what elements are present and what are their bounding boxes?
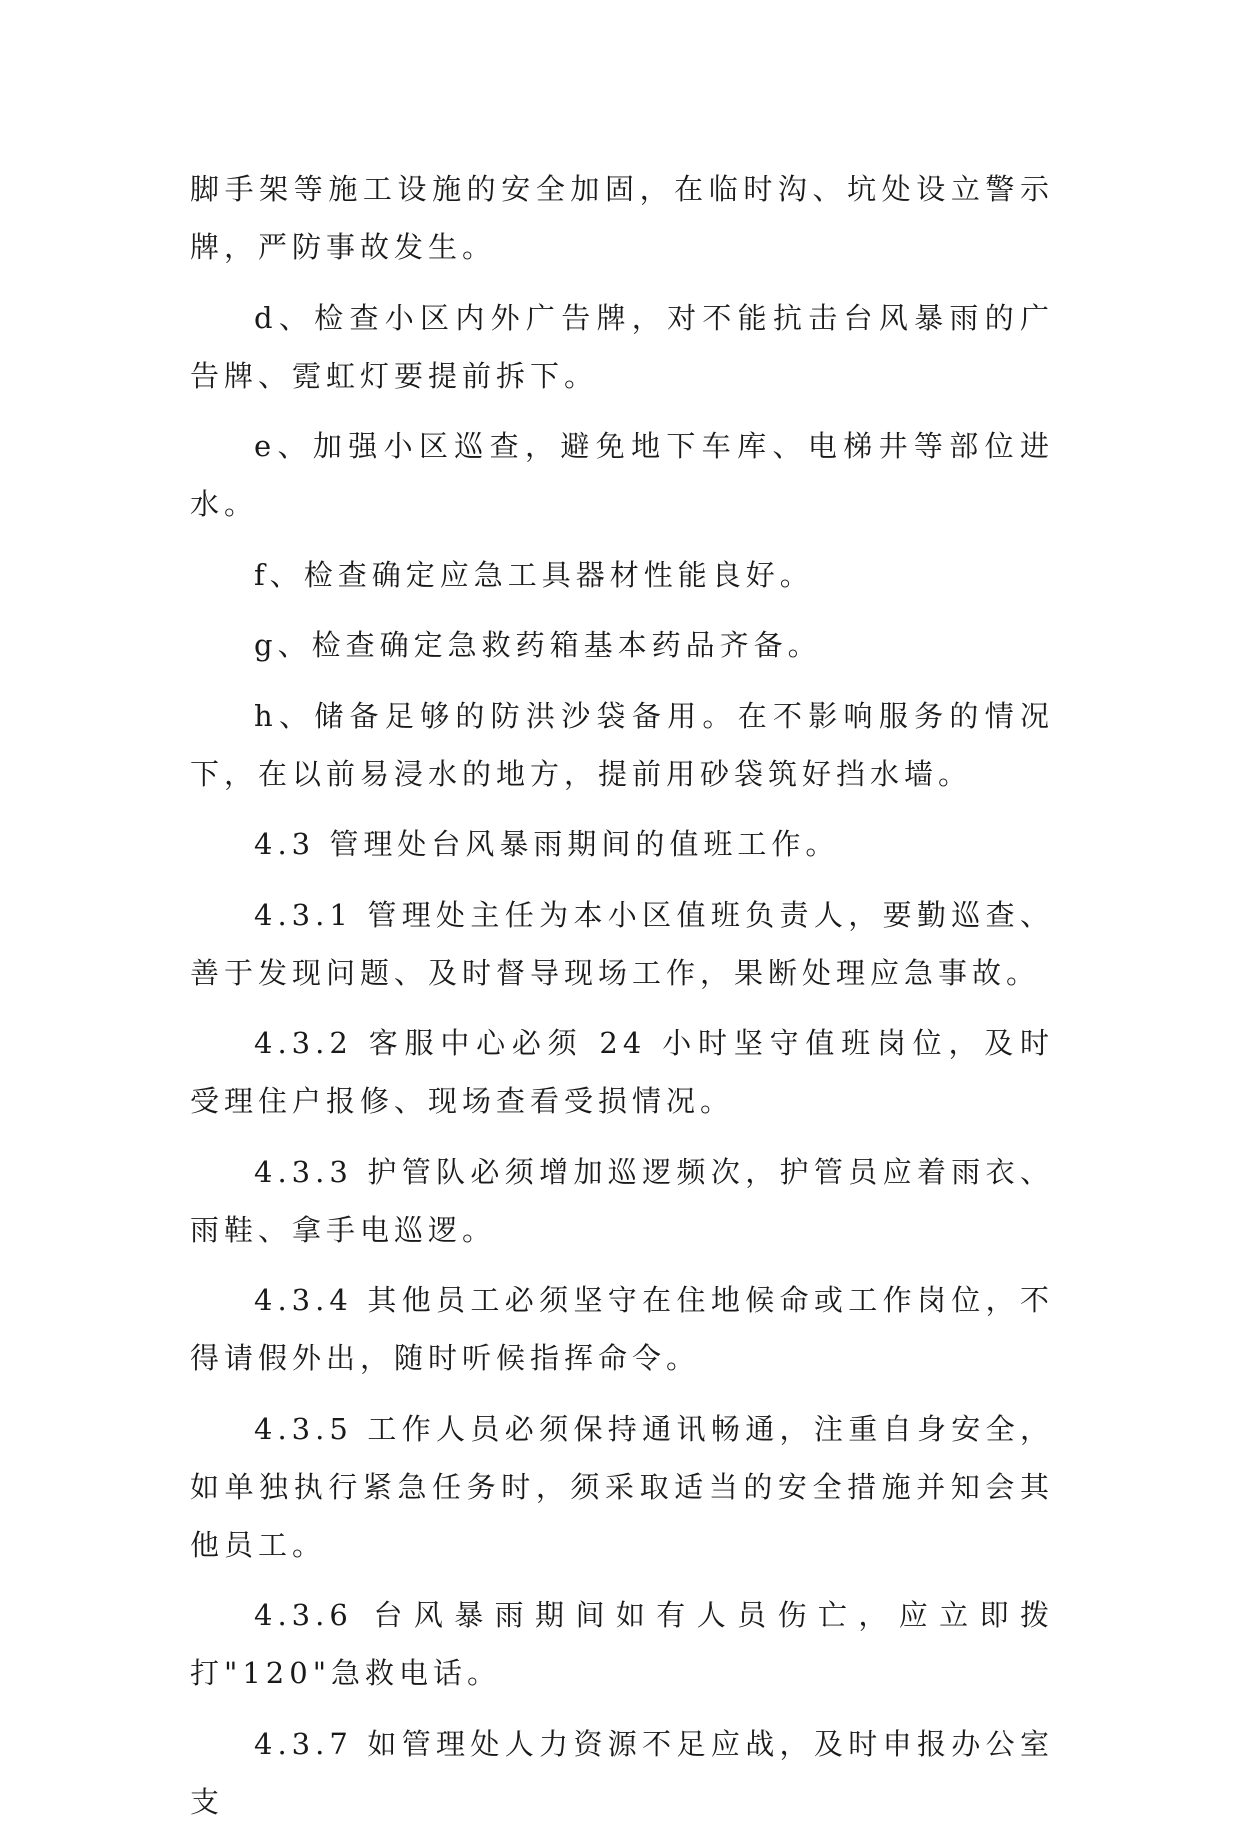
paragraph-4-3-1: 4.3.1 管理处主任为本小区值班负责人，要勤巡查、善于发现问题、及时督导现场工作，果断处理应急事故。 (190, 897, 1054, 990)
paragraph-item-e: e、加强小区巡查，避免地下车库、电梯井等部位进水。 (190, 429, 1054, 521)
paragraph-item-g: g、检查确定急救药箱基本药品齐备。 (254, 628, 822, 662)
paragraph-scaffold-safety: 脚手架等施工设施的安全加固，在临时沟、坑处设立警示牌，严防事故发生。 (190, 172, 1054, 264)
document-page (190, 160, 1054, 1843)
paragraph-4-3-4: 4.3.4 其他员工必须坚守在住地候命或工作岗位，不得请假外出，随时听候指挥命令。 (190, 1283, 1054, 1375)
paragraph-4-3-6: 4.3.6 台风暴雨期间如有人员伤亡，应立即拨打"120"急救电话。 (190, 1598, 1054, 1690)
paragraph-4-3-7: 4.3.7 如管理处人力资源不足应战，及时申报办公室支 (190, 1726, 1054, 1819)
paragraph-4-3-5: 4.3.5 工作人员必须保持通讯畅通，注重自身安全，如单独执行紧急任务时，须采取适当的安全措施并知会其他员工。 (190, 1411, 1054, 1562)
paragraph-4-3-3: 4.3.3 护管队必须增加巡逻频次，护管员应着雨衣、雨鞋、拿手电巡逻。 (190, 1154, 1054, 1247)
paragraph-4-3-2: 4.3.2 客服中心必须 24 小时坚守值班岗位，及时受理住户报修、现场查看受损情况。 (190, 1026, 1054, 1118)
paragraph-item-d: d、检查小区内外广告牌，对不能抗击台风暴雨的广告牌、霓虹灯要提前拆下。 (190, 300, 1054, 393)
paragraph-item-h: h、储备足够的防洪沙袋备用。在不影响服务的情况下，在以前易浸水的地方，提前用砂袋筑好挡水墙。 (190, 698, 1054, 791)
paragraph-item-f: f、检查确定应急工具器材性能良好。 (254, 557, 814, 592)
section-heading-4-3: 4.3 管理处台风暴雨期间的值班工作。 (254, 827, 840, 861)
